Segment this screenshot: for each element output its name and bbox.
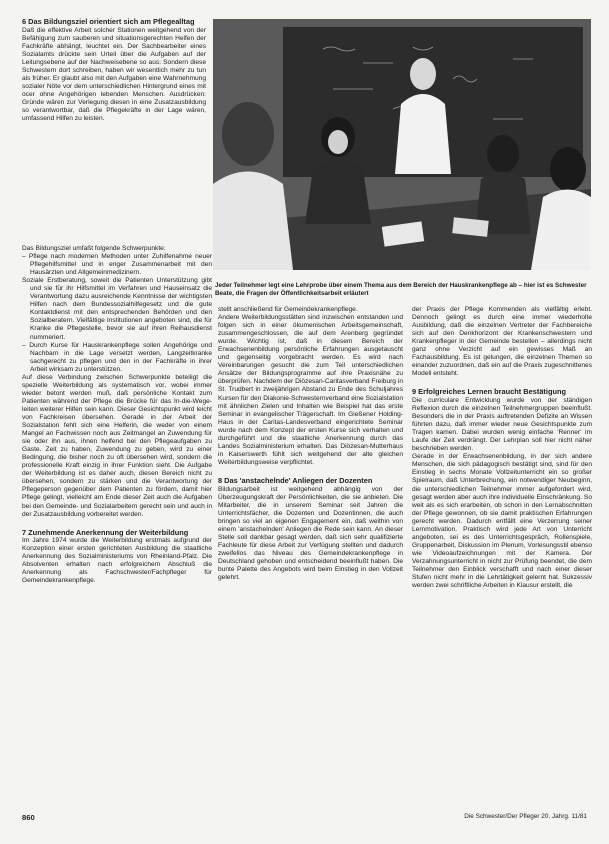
paragraph: Andere Weiterbildungsstätten sind inzwischen entstanden und folgen sich in einer ökumenischen Arbeitsgemeinschaft, zusammengeschlossen, die auf dem Arenberg gegründet wurde. Wichtig ist, daß in diesem Bereich der Erwachsenenbildung persönliche Erfahrungen ausgetauscht und gegenseitig vorgebracht werden. Es wird nach Vereinbarungen gesucht die zum Teil unterschiedlichen Ansätze der Bildungsprogramme auf ihre Praxisnähe zu überprüfen. Nachdem der Diözesan-Caritasverband Freiburg in St. Trudbert in zweijährigen Abstand zu Ende des Schuljahres Kursen für den Diakonie-Schwesternverband eine Sozialstation mit ähnlichen Zielen und Inhalten wie Beispiel hat das erste Seminar in evangelischer Trägerschaft. Im Gießener Holding-Haus in der Caritas-Landesverband eingerichtete Seminar wurde nach dem Konzept der ersten Kurse sich verhalten und durchgeführt und die staatliche Anerkennung durch das Landes Sozialministerium erhalten. Das Diözesan-Mutterhaus in Kaiserswerth fühlt sich weitgehend der alte gleichen Weiterbildungsweise verpflichtet. bbox=[218, 314, 403, 466]
paragraph: Die curriculare Entwicklung wurde von der ständigen Reflexion durch die einzelnen Teilnehmergruppen beeinflußt. Besonders die in der Praxis auftretenden Defizite an Wissen führten dazu, daß immer wieder neue Gesichtspunkte zum Tragen kamen. Dabei wurden wenig einfache 'Renner' im Laufe der Zeit verdrängt. Der Lehrplan soll hier nicht näher beschrieben werden. bbox=[412, 397, 592, 453]
photo-illustration bbox=[213, 19, 591, 270]
paragraph: Bildungsarbeit ist weitgehend abhängig von der Überzeugungskraft der Persönlichkeiten, die sie anbieten. Die Mitarbeiter, die in unserem Seminar seit Jahren die Unterrichtsfächer, die Dozenten und Dozentinnen, die auch bringen so viel an eigenen Engagement ein, daß weithin von einem 'anstachelnden' Anliegen die Rede sein kann. An dieser Stelle soll dankbar gesagt werden, daß sich sehr qualifizierte Fachleute für diese Arbeit zur Verfügung stellten und dadurch zweifellos das Niveau des Gemeindekrankenpflege in Deutschland gehoben und entscheidend beeinflußt haben. Die bunte Palette des Angebots wird beim Einstieg in den Vollzeit gelehrt. bbox=[218, 485, 403, 582]
photo-caption: Jeder Teilnehmer legt eine Lehrprobe über einem Thema aus dem Bereich der Hauskrankenpflege ab – hier ist es Schwester Beate, die Fragen der Öffentlichkeitsarbeit erläutert bbox=[215, 282, 587, 297]
section-heading-6: 6 Das Bildungsziel orientiert sich am Pflegealltag bbox=[22, 17, 195, 26]
column-1-top bbox=[22, 18, 206, 123]
section-heading-9: 9 Erfolgreiches Lernen braucht Bestätigung bbox=[412, 387, 567, 397]
intro-text: Das Bildungsziel umfaßt folgende Schwerpunkte: bbox=[22, 245, 166, 252]
paragraph: der Praxis der Pflege Kommenden als vielfältig erlebt. Dennoch gelingt es durch eine immer wiederholte Ausbildung, daß die einzelnen Vertreter der Fachbereiche sich auf den Denkhorizont der Krankenschwestern und Krankenpfleger in der Gemeinde bestellen – allerdings nicht ganz ohne Verzicht auf ein gewisses Maß an Fachausbildung. Es ist gelungen, die einzelnen Themen so einander zuzuordnen, daß ein auf die Praxis zugeschnittenes Modell entsteht. bbox=[412, 306, 592, 378]
page-number: 860 bbox=[22, 813, 35, 822]
bullet-item: Soziale Erstberatung, soweit die Patienten Unterstützung gibt und sie für ihr Hilfsmittel im Verfahren und Hauseinsatz die Verantwortung dazu ausreichende Kenntnisse der wichtigsten Hilfen nach dem Bundessozialhilfegesetz und die gute Kontaktdienst mit den entsprechenden Behörden und den Sozialberatern. Vielfältige Institutionen angeboten sind, die für Kranke die Pflegestelle, bevor sie auf ihren Reihausdienst nummeriert. bbox=[22, 277, 212, 341]
section-heading-8: 8 Das 'anstachelnde' Anliegen der Dozenten bbox=[218, 475, 373, 485]
paragraph: Gerade in der Erwachsenenbildung, in der sich andere Menschen, die sich pädagogisch bestätigt sind, sind für den Einstieg in sechs Monate Vollzeitunterricht ein so großer Spielraum, daß Unterbrechung, ein notwendiger Neubeginn, die unterschiedlichen Teilnehmer immer aufgefordert wird, gesagt werden aber auch ihre individuelle Einschränkung. So weit als es sich erarbeiten, ob schon in den Lernabschnitten der Pflege gewonnen, ob sie damit praktischen Erfahrungen gerecht werden. Dadurch entfällt eine Verzerrung seiner Lernmotivation. Praktisch wird jede Art von Unterricht angeboten, sei es des Unterrichtsgespräch, Rollenspiele, Gruppenarbeit, Diskussion im Plenum, Vorlesungsstil ebenso wie Videoaufzeichnungen mit der Kamera. Der Verzahnungsunterricht in nicht zur Prüfung beendet, die dem Teilnehmer den Einblick verschafft und nach einer dieser Stufen nicht mehr in die Lehrtätigkeit gelernt hat. Sukzessiv werden zwei schriftliche Arbeiten in Klausur erstellt, die bbox=[412, 453, 592, 590]
paragraph: Auf diese Verbindung zwischen Schwerpunkte beteiligt die spezielle Weiterbildung als systematisch vor, wobei immer wieder betont werden muß, daß persönliche Kontakt zum Patienten während der Pflege die Brücke für das In-die-Wege-leiten weiterer Hilfen sein kann. Dieser Gesichtspunkt wird leicht von Fachkreisen übersehen. Gerade in der Arbeit der Sozialstation fehlt sich eine Helferin, die weder von einem Mangel an Fachwissen noch aus Zeitmangel an Zuwendung für sie oder ihn aus, ihnen helfend bei den Pflegeaufgaben zu Gaste. Zeit zu haben, Zuwendung zu geben, wird zu einer Bedingung, die bisher noch zu oft übersehen wird, sondern die professionelle Kraft einzig in ihrer Funktion sieht. Die Aufgabe der Weiterbildung ist es daher auch, diesen Bereich nicht zu übersehen, sondern zu stärken und die Verantwortung der Pflegeperson gegenüber dem Patienten zu fördern, damit hier Pflege gelingt, vielleicht am Ende dieser Zeit auch die Aufgaben bei den Gemeinde- und Sozialarbeitern gerecht sein und auch in der Zusatzausbildung vorbereitet werden. bbox=[22, 373, 212, 518]
journal-source: Die Schwester/Der Pfleger 20. Jahrg. 11/81 bbox=[464, 813, 587, 820]
column-1-lower bbox=[22, 245, 212, 585]
paragraph: stellt anschließend für Gemeindekrankenpflege. bbox=[218, 306, 358, 313]
paragraph: Daß die effektive Arbeit solcher Stationen weitgehend von der Befähigung zum sauberen und situationsgerechten Helfen der Fachkräfte abhängt, leuchtet ein. Der Sachbearbeiter eines Sozialamts drückte sein Urteil über die Aufgaben auf der Leitungsebene auf der Nachweisebene so aus: Sondern diese Schwestern dort schreiben, haben wir wesentlich mehr zu tun als früher. Er glaubt also mit den Aufgaben eine Wahrnehmung sozialer Nöte vor dem unterschiedlichen Hintergrund eines mit ocer ohne Angehörigen lebenden Menschen. Ausdrücken: Gründe wären zur Verlegung diesen in eine Zusatzausbildung so verantwortbar, daß die Pflegekräfte in der Lage wären, umfassend Hilfen zu leisten. bbox=[22, 26, 206, 123]
section-heading-7: 7 Zunehmende Anerkennung der Weiterbildung bbox=[22, 527, 189, 537]
paragraph: Im Jahre 1974 wurde die Weiterbildung erstmals aufgrund der Konzeption einer ersten gerichteten Ausbildung die staatliche Anerkennung des Sozialministeriums von Rheinland-Pfalz. Die Absolventen erhalten nach erfolgreichem Abschluß die Anerkennung als Fachschwester/Fachpfleger für Gemeindekrankenpflege. bbox=[22, 537, 212, 585]
column-3 bbox=[412, 306, 592, 590]
column-2 bbox=[218, 306, 403, 582]
classroom-photo bbox=[213, 19, 591, 270]
bullet-item: – Pflege nach modernen Methoden unter Zuhilfenahme neuer Pflegehilfsmittel und in enger Zusammenarbeit mit den Hausärzten und Allgemeinmedizinern. bbox=[22, 253, 212, 277]
bullet-item: – Durch Kurse für Hauskrankenpflege sollen Angehörige und Nachbarn in die Lage versetzt werden, Langzeitkranke sachgerecht zu pflegen und den in der Fachkräfte in ihrer Arbeit wirksam zu unterstützen. bbox=[22, 341, 212, 373]
